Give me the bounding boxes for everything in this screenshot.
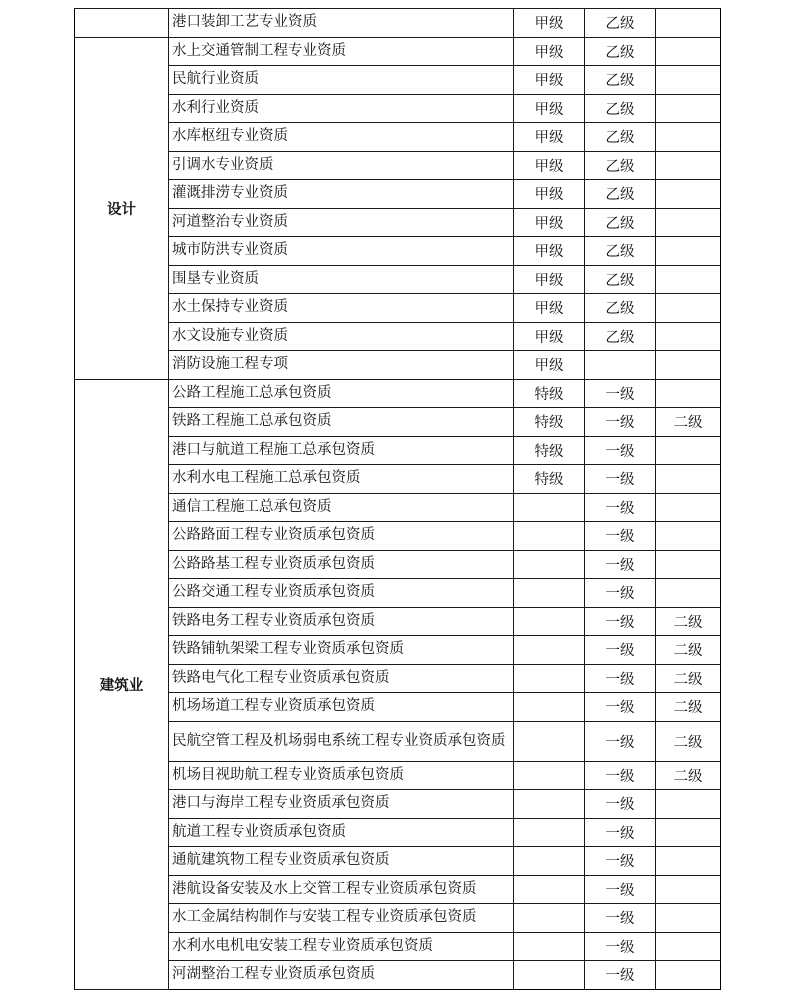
table-row [75,607,721,636]
table-row [75,237,721,266]
grade-top-cell [514,904,585,933]
grade-second-cell: 一级 [585,961,656,990]
grade-top-cell: 特级 [514,436,585,465]
grade-top-cell [514,875,585,904]
grade-top-cell: 甲级 [514,351,585,380]
grade-top-cell: 甲级 [514,66,585,95]
grade-second-cell: 一级 [585,579,656,608]
grade-third-cell [656,579,721,608]
qualification-name-cell: 水利水电工程施工总承包资质 [169,465,514,494]
grade-third-cell [656,294,721,323]
grade-third-cell: 二级 [656,408,721,437]
grade-top-cell [514,818,585,847]
table-row [75,379,721,408]
grade-second-cell: 一级 [585,636,656,665]
qualification-name-cell: 城市防洪专业资质 [169,237,514,266]
table-row [75,465,721,494]
qualification-name-cell: 港口与航道工程施工总承包资质 [169,436,514,465]
qualification-name-cell: 水利水电机电安装工程专业资质承包资质 [169,932,514,961]
qualification-name-cell: 水土保持专业资质 [169,294,514,323]
table-row [75,436,721,465]
grade-third-cell [656,66,721,95]
table-row [75,265,721,294]
grade-second-cell: 乙级 [585,123,656,152]
grade-second-cell: 一级 [585,721,656,761]
grade-second-cell: 一级 [585,607,656,636]
grade-third-cell [656,379,721,408]
table-row [75,351,721,380]
category-cell-empty [75,9,169,38]
grade-second-cell: 乙级 [585,151,656,180]
qualification-name-cell: 铁路电务工程专业资质承包资质 [169,607,514,636]
table-row [75,847,721,876]
qualification-name-cell: 河湖整治工程专业资质承包资质 [169,961,514,990]
grade-second-cell: 乙级 [585,237,656,266]
qualification-name-cell: 水工金属结构制作与安装工程专业资质承包资质 [169,904,514,933]
table-row [75,123,721,152]
grade-third-cell [656,37,721,66]
qualification-name-cell: 港口与海岸工程专业资质承包资质 [169,790,514,819]
grade-second-cell: 一级 [585,493,656,522]
category-cell-design: 设计 [75,37,169,379]
category-cell-construction: 建筑业 [75,379,169,989]
grade-third-cell [656,180,721,209]
qualification-name-cell: 民航空管工程及机场弱电系统工程专业资质承包资质 [169,721,514,761]
qualification-name-cell: 公路交通工程专业资质承包资质 [169,579,514,608]
grade-top-cell [514,761,585,790]
qualification-table-body [75,9,721,990]
table-row [75,151,721,180]
table-row [75,522,721,551]
grade-third-cell [656,94,721,123]
qualification-name-cell: 通信工程施工总承包资质 [169,493,514,522]
qualification-name-cell: 航道工程专业资质承包资质 [169,818,514,847]
qualification-name-cell: 水利行业资质 [169,94,514,123]
qualification-name-cell: 铁路铺轨架梁工程专业资质承包资质 [169,636,514,665]
grade-second-cell: 乙级 [585,9,656,38]
grade-top-cell [514,790,585,819]
grade-third-cell [656,818,721,847]
table-row [75,66,721,95]
grade-second-cell: 一级 [585,550,656,579]
qualification-name-cell: 围垦专业资质 [169,265,514,294]
grade-second-cell: 乙级 [585,265,656,294]
grade-third-cell: 二级 [656,693,721,722]
qualification-name-cell: 水文设施专业资质 [169,322,514,351]
grade-second-cell: 一级 [585,818,656,847]
grade-top-cell: 甲级 [514,123,585,152]
qualification-name-cell: 港口装卸工艺专业资质 [169,9,514,38]
grade-top-cell: 甲级 [514,180,585,209]
qualification-name-cell: 民航行业资质 [169,66,514,95]
grade-top-cell [514,493,585,522]
grade-second-cell: 一级 [585,664,656,693]
grade-second-cell: 乙级 [585,66,656,95]
grade-second-cell: 一级 [585,465,656,494]
grade-third-cell [656,265,721,294]
qualification-name-cell: 消防设施工程专项 [169,351,514,380]
grade-third-cell [656,550,721,579]
grade-second-cell: 乙级 [585,208,656,237]
grade-top-cell [514,522,585,551]
grade-top-cell [514,961,585,990]
qualification-name-cell: 港航设备安装及水上交管工程专业资质承包资质 [169,875,514,904]
table-row [75,294,721,323]
table-row [75,579,721,608]
grade-top-cell: 甲级 [514,265,585,294]
qualification-name-cell: 公路路基工程专业资质承包资质 [169,550,514,579]
qualification-name-cell: 通航建筑物工程专业资质承包资质 [169,847,514,876]
grade-top-cell [514,664,585,693]
table-row [75,493,721,522]
grade-third-cell [656,904,721,933]
qualification-name-cell: 机场场道工程专业资质承包资质 [169,693,514,722]
grade-third-cell [656,9,721,38]
qualification-name-cell: 机场目视助航工程专业资质承包资质 [169,761,514,790]
grade-top-cell: 甲级 [514,294,585,323]
grade-third-cell [656,151,721,180]
table-row [75,664,721,693]
qualification-name-cell: 引调水专业资质 [169,151,514,180]
grade-third-cell [656,493,721,522]
grade-top-cell: 甲级 [514,237,585,266]
grade-top-cell [514,932,585,961]
table-row [75,790,721,819]
grade-third-cell: 二级 [656,636,721,665]
grade-second-cell: 一级 [585,904,656,933]
grade-third-cell [656,123,721,152]
grade-second-cell: 一级 [585,790,656,819]
qualification-name-cell: 河道整治专业资质 [169,208,514,237]
table-row [75,322,721,351]
grade-third-cell: 二级 [656,664,721,693]
table-row [75,721,721,761]
grade-second-cell: 一级 [585,436,656,465]
qualification-name-cell: 水上交通管制工程专业资质 [169,37,514,66]
table-row [75,180,721,209]
grade-second-cell: 一级 [585,379,656,408]
table-row [75,761,721,790]
grade-top-cell: 甲级 [514,94,585,123]
grade-third-cell [656,847,721,876]
grade-second-cell: 一级 [585,761,656,790]
grade-top-cell: 甲级 [514,9,585,38]
grade-second-cell: 一级 [585,522,656,551]
grade-third-cell [656,237,721,266]
grade-second-cell: 一级 [585,408,656,437]
grade-top-cell: 甲级 [514,151,585,180]
qualification-table-page [74,8,721,990]
grade-third-cell: 二级 [656,761,721,790]
grade-third-cell [656,351,721,380]
qualification-name-cell: 公路工程施工总承包资质 [169,379,514,408]
grade-second-cell: 乙级 [585,37,656,66]
grade-third-cell [656,322,721,351]
grade-second-cell: 乙级 [585,180,656,209]
grade-third-cell: 二级 [656,721,721,761]
table-row [75,961,721,990]
grade-third-cell [656,522,721,551]
qualification-name-cell: 灌溉排涝专业资质 [169,180,514,209]
table-row [75,904,721,933]
grade-second-cell: 一级 [585,932,656,961]
grade-second-cell: 一级 [585,875,656,904]
qualification-name-cell: 公路路面工程专业资质承包资质 [169,522,514,551]
grade-second-cell: 乙级 [585,322,656,351]
grade-third-cell [656,875,721,904]
qualification-name-cell: 铁路电气化工程专业资质承包资质 [169,664,514,693]
table-row [75,9,721,38]
grade-third-cell: 二级 [656,607,721,636]
qualification-name-cell: 水库枢纽专业资质 [169,123,514,152]
table-row [75,693,721,722]
grade-second-cell: 乙级 [585,94,656,123]
grade-top-cell [514,847,585,876]
table-row [75,208,721,237]
grade-top-cell: 特级 [514,465,585,494]
grade-third-cell [656,436,721,465]
grade-top-cell [514,607,585,636]
table-row [75,408,721,437]
grade-top-cell: 特级 [514,379,585,408]
grade-top-cell: 甲级 [514,37,585,66]
table-row [75,932,721,961]
table-row [75,818,721,847]
grade-third-cell [656,208,721,237]
grade-second-cell: 一级 [585,693,656,722]
grade-top-cell: 甲级 [514,322,585,351]
table-row [75,636,721,665]
grade-third-cell [656,790,721,819]
grade-third-cell [656,961,721,990]
grade-third-cell [656,465,721,494]
qualification-table [74,8,721,990]
table-row [75,94,721,123]
grade-top-cell [514,579,585,608]
grade-top-cell: 特级 [514,408,585,437]
table-row [75,875,721,904]
grade-top-cell: 甲级 [514,208,585,237]
grade-top-cell [514,721,585,761]
grade-top-cell [514,636,585,665]
grade-second-cell [585,351,656,380]
grade-top-cell [514,693,585,722]
grade-second-cell: 一级 [585,847,656,876]
table-row [75,550,721,579]
table-row [75,37,721,66]
grade-second-cell: 乙级 [585,294,656,323]
grade-top-cell [514,550,585,579]
grade-third-cell [656,932,721,961]
qualification-name-cell: 铁路工程施工总承包资质 [169,408,514,437]
